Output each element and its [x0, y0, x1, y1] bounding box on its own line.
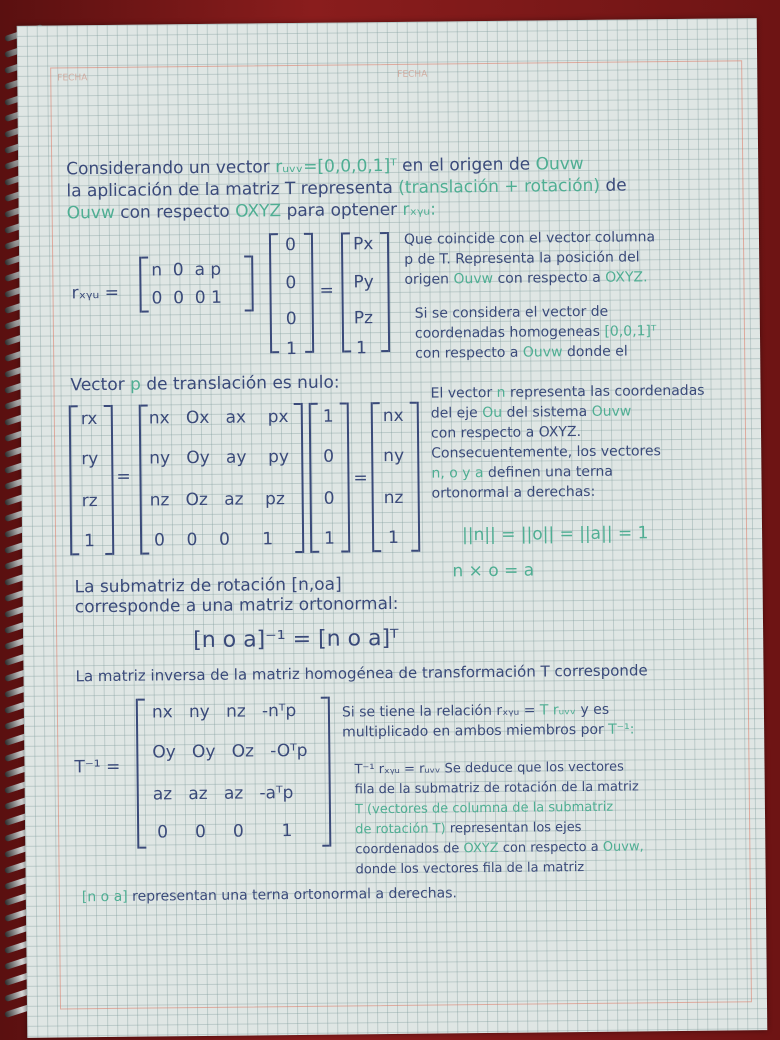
eq3-lhs: T⁻¹ = [74, 756, 121, 778]
eq2-equals-2: = [353, 468, 368, 489]
note2-l4: Consecuentemente, los vectores [431, 443, 661, 462]
eq1-t-r2: 0 0 0 1 [151, 287, 223, 309]
note3-l2: multiplicado en ambos miembros por T⁻¹: [342, 721, 635, 741]
note2-l2: del eje Ou del sistema Ouvw [430, 403, 632, 422]
cross-product-equation: n × o = a [452, 560, 535, 582]
note3-l8: donde los vectores fila de la matriz [355, 860, 585, 878]
note1-l1: Que coincide con el vector columna [403, 229, 656, 248]
intro-line-2: la aplicación de la matriz T representa (translación + rotación) de [66, 175, 627, 202]
note3-l3: T⁻¹ rₓᵧᵤ = rᵤᵥᵥ Se deduce que los vectores [354, 759, 624, 778]
inverse-intro: La matriz inversa de la matriz homogénea de transformación T corresponde [75, 661, 648, 686]
note2-l1: El vector n representa las coordenadas [430, 382, 705, 402]
note3-l1: Si se tiene la relación rₓᵧᵤ = T rᵤᵥᵥ y es [341, 701, 610, 721]
eq1-result [341, 232, 390, 359]
eq2-l1: ry [81, 449, 99, 470]
norm-equation: ||n|| = ||o|| = ||a|| = 1 [461, 523, 649, 546]
notebook-page [17, 18, 768, 1038]
eq2-l0: rx [80, 409, 98, 430]
note3-l6: de rotación T) representan los ejes [355, 820, 582, 838]
note3-l9: [n o a] representan una terna ortonormal a derechas. [81, 885, 458, 906]
eq2-lhs [69, 405, 115, 555]
vector-p-line: Vector p de translación es nulo: [70, 372, 340, 396]
eq2-vector [309, 402, 351, 552]
eq3-r4: 0 0 0 1 [157, 821, 293, 843]
eq2-v2: 0 [323, 488, 335, 509]
eq2-r2: nz [383, 487, 404, 509]
fecha-label-left: FECHA [57, 73, 88, 84]
eq1-matrix-T [139, 255, 254, 312]
eq2-matrix-T [139, 403, 305, 555]
eq2-t-r3: nz Oz az pz [149, 489, 285, 511]
eq2-t-r1: nx Ox ax px [148, 407, 289, 429]
fecha-label-right: FECHA [397, 69, 428, 80]
sub-line-2: corresponde a una matriz ortonormal: [74, 593, 399, 618]
eq1-t-r1: n 0 a p [151, 259, 222, 281]
note3-l4: fila de la submatriz de rotación de la matriz [354, 779, 639, 798]
intro-line-1: Considerando un vector rᵤᵥᵥ=[0,0,0,1]ᵀ en el origen de Ouvw [66, 153, 584, 180]
note1-l2: p de T. Representa la posición del [404, 249, 640, 268]
eq1-r3: 1 [356, 338, 368, 359]
eq1-lhs: rₓᵧᵤ = [71, 282, 120, 304]
note2-l5: n, o y a definen una terna [431, 463, 614, 482]
eq3-matrix [136, 697, 332, 849]
eq1-vector [269, 233, 314, 360]
note1-l4: Si se considera el vector de [414, 303, 609, 322]
sub-line-1: La submatriz de rotación [n,oa] [74, 574, 342, 598]
eq2-l3: 1 [84, 531, 96, 552]
eq1-r2: Pz [353, 308, 374, 329]
eq1-equals: = [319, 280, 334, 301]
eq1-v2: 0 [285, 308, 297, 330]
eq1-r0: Px [352, 234, 374, 255]
eq2-t-r4: 0 0 0 1 [154, 529, 274, 551]
eq2-result [371, 402, 421, 552]
note1-l3: origen Ouvw con respecto a OXYZ. [404, 269, 648, 288]
sub-equation: [n o a]⁻¹ = [n o a]ᵀ [193, 625, 399, 654]
note1-l6: con respecto a Ouvw donde el [415, 343, 628, 362]
eq3-r2: Oy Oy Oz -Oᵀp [152, 740, 308, 763]
intro-line-3: Ouvw con respecto OXYZ para optener rₓᵧᵤ: [66, 199, 437, 224]
eq2-t-r2: ny Oy ay py [149, 447, 290, 469]
eq2-equals: = [116, 466, 131, 487]
note2-l6: ortonormal a derechas: [431, 483, 596, 502]
eq2-v0: 1 [322, 406, 334, 427]
eq2-r3: 1 [388, 527, 400, 549]
eq1-v0: 0 [284, 234, 296, 256]
eq2-v3: 1 [324, 528, 336, 549]
eq1-r1: Py [353, 272, 374, 293]
eq3-r3: az az az -aᵀp [152, 783, 294, 805]
eq1-v1: 0 [285, 272, 297, 294]
note2-l3: con respecto a OXYZ. [430, 424, 582, 442]
eq2-l2: rz [81, 491, 98, 512]
eq2-r0: nx [382, 405, 404, 427]
note3-l5: T (vectores de columna de la submatriz [354, 799, 614, 818]
eq3-r1: nx ny nz -nᵀp [151, 701, 297, 723]
note3-l7: coordenados de OXYZ con respecto a Ouvw, [355, 839, 644, 858]
note1-l5: coordenadas homogeneas [0,0,1]ᵀ [414, 323, 657, 342]
eq2-r1: ny [383, 445, 405, 467]
eq2-v1: 0 [323, 446, 335, 467]
eq1-v3: 1 [286, 338, 298, 360]
